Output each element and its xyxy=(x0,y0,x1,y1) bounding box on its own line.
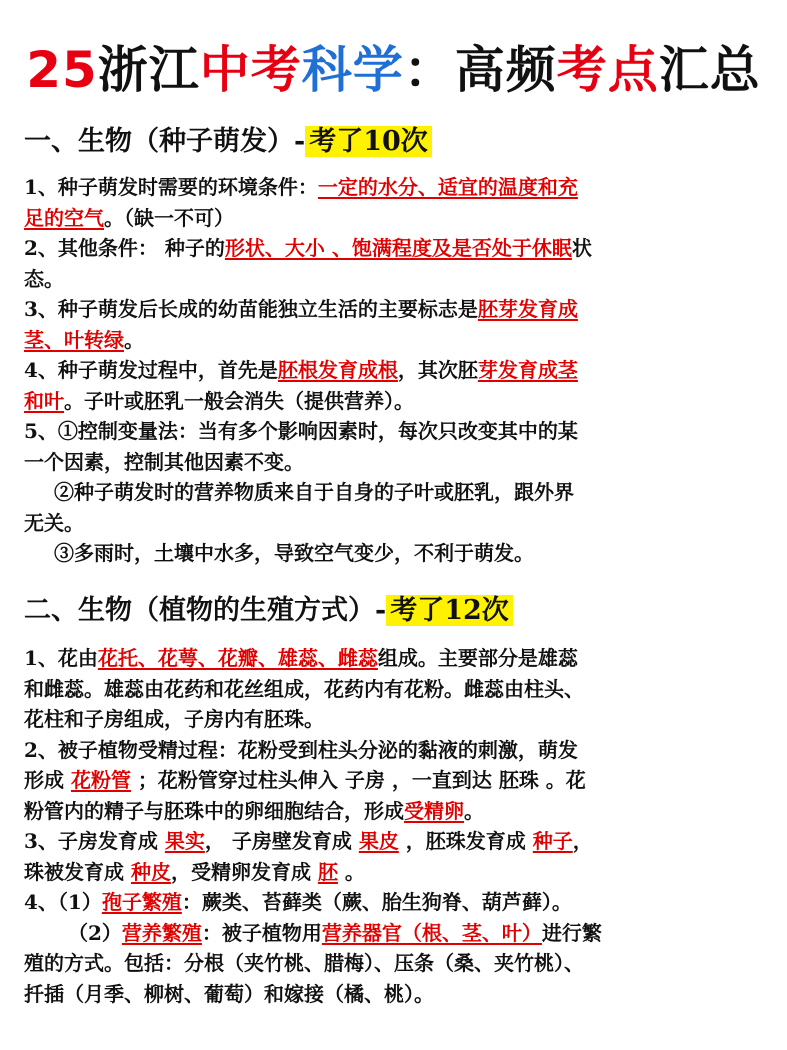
section2-count-badge: 考了12次 xyxy=(386,595,513,626)
s2-item2-key2: 受精卵 xyxy=(404,798,464,823)
s2-item4-text5: 进行繁 xyxy=(541,920,602,945)
s2-item4-key2: 营养繁殖 xyxy=(121,920,202,945)
s2-item4-line1 xyxy=(24,887,764,918)
title-subject: 科学 xyxy=(301,41,404,99)
s2-item3-text5: 珠被发育成 xyxy=(24,859,131,884)
s1-item5-line3: ②种子萌发时的营养物质来自于自身的子叶或胚乳，跟外界 xyxy=(54,480,574,504)
section1-heading-text: 一、生物（种子萌发）- xyxy=(24,126,306,157)
section2-heading-text: 二、生物（植物的生殖方式）- xyxy=(24,595,387,626)
s1-item2-text2: 状 xyxy=(571,236,592,260)
s2-item3-text7: 。 xyxy=(337,859,365,884)
s1-item4-key: 胚根发育成根 xyxy=(277,358,398,382)
s2-item3-key5: 胚 xyxy=(317,859,338,884)
s2-item4-key: 孢子繁殖 xyxy=(101,890,182,914)
s2-item2-text: 形成 xyxy=(24,768,71,792)
s1-item1-key2: 足的空气 xyxy=(24,205,104,230)
s1-item3-key2: 茎、叶转绿 xyxy=(24,327,124,352)
section1-heading xyxy=(24,122,432,162)
s2-item4-line2 xyxy=(24,918,764,949)
s2-item3-text6: ，受精卵发育成 xyxy=(170,859,318,884)
title-summary: 汇总 xyxy=(658,41,761,99)
s2-item2-key: 花粉管 xyxy=(70,768,131,792)
s1-item4-line2 xyxy=(24,386,764,417)
s1-item3-line2 xyxy=(24,325,764,356)
s1-item4-line1 xyxy=(24,355,764,386)
s1-item1-text: 1、种子萌发时需要的环境条件： xyxy=(24,175,318,199)
s1-item1-line2 xyxy=(24,203,764,234)
s1-item1-text2: 。（缺一不可） xyxy=(104,205,234,230)
s1-item1-line1 xyxy=(24,172,764,203)
s1-item2-text: 2、其他条件： 种子的 xyxy=(24,236,225,260)
s2-item2-text4: 。 xyxy=(464,798,484,823)
s2-item3-text: 3、子房发育成 xyxy=(24,829,165,853)
s2-item1-line2: 和雌蕊。雄蕊由花药和花丝组成，花药内有花粉。雌蕊由柱头、 xyxy=(24,676,584,701)
s2-item3-key: 果实 xyxy=(164,829,205,853)
s1-item5-line4: 无关。 xyxy=(24,510,84,535)
s2-item3-text2: ， 子房壁发育成 xyxy=(204,829,359,853)
s2-item2-line1: 2、被子植物受精过程：花粉受到柱头分泌的黏液的刺激，萌发 xyxy=(24,737,578,762)
s1-item4-key2: 芽发育成茎 xyxy=(477,358,578,382)
s1-item1-key: 一定的水分、适宜的温度和充 xyxy=(317,175,578,199)
s2-item1-key: 花托、花萼、花瓣、雄蕊、雌蕊 xyxy=(97,646,378,670)
s1-item4-text3: 。子叶或胚乳一般会消失（提供营养）。 xyxy=(64,388,414,413)
section1-body xyxy=(24,172,764,569)
s2-item3-key2: 果皮 xyxy=(358,829,399,853)
title-freq: ：高频 xyxy=(403,41,557,99)
s2-item1-line1 xyxy=(24,643,764,674)
s2-item4-line4: 扦插（月季、柳树、葡萄）和嫁接（橘、桃）。 xyxy=(24,981,434,1006)
s1-item4-text: 4、种子萌发过程中，首先是 xyxy=(24,358,278,382)
s1-item5-line2: 一个因素，控制其他因素不变。 xyxy=(24,449,304,474)
title-points: 考点 xyxy=(556,41,659,99)
s2-item1-text2: 组成。主要部分是雄蕊 xyxy=(377,646,578,670)
s1-item3-text2: 。 xyxy=(124,327,144,352)
s2-item3-key4: 种皮 xyxy=(130,859,171,884)
title-exam: 中考 xyxy=(199,41,302,99)
s2-item2-line3 xyxy=(24,796,764,827)
s2-item4-key3: 营养器官（根、茎、叶） xyxy=(321,920,542,945)
s1-item5-line5: ③多雨时，土壤中水多，导致空气变少，不利于萌发。 xyxy=(54,541,534,565)
page-title xyxy=(0,30,787,110)
s2-item2-text2: ；花粉管穿过柱头伸入 子房 ，一直到达 胚珠 。花 xyxy=(130,768,586,792)
s2-item4-text2: ：蕨类、苔藓类（蕨、胎生狗脊、葫芦藓）。 xyxy=(181,890,572,914)
s2-item4-text4: ：被子植物用 xyxy=(201,920,322,945)
s2-item4-text3: （2） xyxy=(68,920,122,945)
s2-item3-text4: ， xyxy=(572,829,593,853)
s2-item2-text3: 粉管内的精子与胚珠中的卵细胞结合，形成 xyxy=(24,798,404,823)
title-region: 浙江 xyxy=(97,41,200,99)
s1-item2-key: 形状、大小 、饱满程度及是否处于休眠 xyxy=(224,236,572,260)
s1-item2-text3: 态。 xyxy=(24,266,64,291)
s1-item5-line1: 5、①控制变量法：当有多个影响因素时，每次只改变其中的某 xyxy=(24,419,578,443)
s1-item3-line1 xyxy=(24,294,764,325)
section2-body xyxy=(24,643,764,1009)
s1-item3-text: 3、种子萌发后长成的幼苗能独立生活的主要标志是 xyxy=(24,297,478,321)
s2-item4-line3: 殖的方式。包括：分根（夹竹桃、腊梅）、压条（桑、夹竹桃）、 xyxy=(24,951,584,975)
s1-item3-key: 胚芽发育成 xyxy=(477,297,578,321)
s2-item2-line2 xyxy=(24,765,764,796)
s2-item3-line2 xyxy=(24,857,764,888)
section1-count-badge: 考了10次 xyxy=(305,126,432,157)
section2-heading xyxy=(24,591,513,631)
s1-item2-line1 xyxy=(24,233,764,264)
s2-item1-line3: 花柱和子房组成，子房内有胚珠。 xyxy=(24,707,324,731)
s1-item4-key3: 和叶 xyxy=(24,388,64,413)
s2-item4-text: 4、（1） xyxy=(24,890,102,914)
s2-item3-line1 xyxy=(24,826,764,857)
s1-item4-text2: ，其次胚 xyxy=(397,358,478,382)
s1-item2-line2 xyxy=(24,264,764,295)
title-year: 25 xyxy=(26,41,98,99)
s2-item3-text3: ，胚珠发育成 xyxy=(398,829,533,853)
s2-item3-key3: 种子 xyxy=(532,829,573,853)
s2-item1-text: 1、花由 xyxy=(24,646,98,670)
